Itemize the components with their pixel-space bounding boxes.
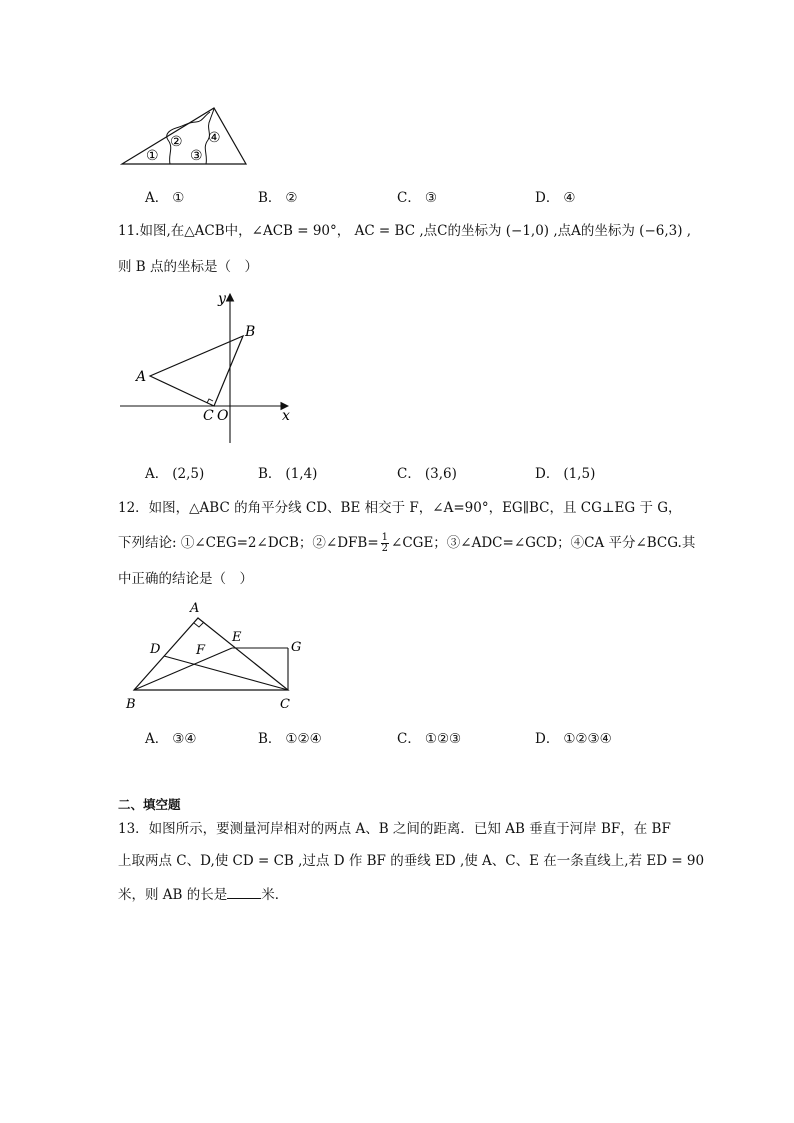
q10-option-d[interactable]: D． ④: [535, 190, 576, 206]
q10-region-2: ②: [170, 134, 183, 150]
q12-label-c: C: [280, 697, 290, 712]
q12-segment-be: [134, 648, 232, 690]
q13-stem-line-3: 米，则 AB 的长是 米．: [118, 884, 288, 905]
q10-region-4: ④: [208, 130, 221, 146]
q12-fraction: $\frac{1}{2}$: [381, 532, 389, 554]
q10-region-1: ①: [146, 148, 159, 164]
q10-triangle: [122, 108, 246, 164]
q10-option-b[interactable]: B． ②: [258, 190, 298, 206]
q12-label-d: D: [150, 642, 161, 657]
q11-label-o: O: [217, 408, 229, 424]
q10-option-c[interactable]: C． ③: [397, 190, 437, 206]
q12-option-d[interactable]: D． ①②③④: [535, 731, 612, 747]
q12-stem-line-1: 12．如图，△ABC 的角平分线 CD、BE 相交于 F，∠A=90°，EG∥BC，且 CG⊥EG 于 G，: [118, 500, 682, 516]
q11-coordinate-figure: [116, 288, 296, 446]
q11-triangle-acb: [150, 336, 243, 406]
q12-geometry-figure: [120, 598, 310, 712]
q12-segment-cd: [164, 656, 288, 690]
q11-label-b: B: [245, 324, 256, 340]
q11-right-angle-mark: [207, 399, 213, 403]
q10-option-a[interactable]: A． ①: [145, 190, 185, 206]
q13-stem-line-2: 上取两点 C、D,使 CD = CB ,过点 D 作 BF 的垂线 ED ,使 A、C、E 在一条直线上,若 ED = 90: [118, 853, 705, 869]
q12-label-e: E: [232, 630, 242, 645]
q13-answer-blank[interactable]: [227, 884, 261, 899]
q12-option-c[interactable]: C． ①②③: [397, 731, 462, 747]
q12-label-f: F: [196, 643, 206, 658]
q12-right-angle-mark: [194, 622, 204, 627]
q12-stem-line-3: 中正确的结论是（ ）: [118, 571, 253, 587]
q11-stem-line-2: 则 B 点的坐标是（ ）: [118, 259, 259, 275]
q12-option-a[interactable]: A． ③④: [145, 731, 197, 747]
q11-option-d[interactable]: D． (1,5): [535, 466, 596, 482]
q12-stem-line-2: 下列结论: ①∠CEG=2∠DCB；②∠DFB= $\frac{1}{2}$ ∠CGE；③∠ADC=∠GCD；④CA 平分∠BCG.其: [118, 532, 696, 554]
q11-stem-line-1: 11.如图,在△ACB中，∠ACB = 90°， AC = BC ,点C的坐标为 (−1,0) ,点A的坐标为 (−6,3) ,: [118, 223, 692, 239]
q10-region-3: ③: [190, 148, 203, 164]
q11-option-a[interactable]: A． (2,5): [145, 466, 205, 482]
q12-label-a: A: [190, 601, 200, 616]
q11-option-c[interactable]: C． (3,6): [397, 466, 457, 482]
q11-option-b[interactable]: B． (1,4): [258, 466, 318, 482]
q11-label-c: C: [203, 408, 214, 424]
q10-triangle-figure: [118, 104, 252, 170]
q11-label-y: y: [218, 291, 226, 307]
q11-label-x: x: [282, 408, 290, 424]
q10-crack-2: [176, 112, 210, 128]
q12-label-b: B: [126, 697, 136, 712]
q12-label-g: G: [291, 640, 302, 655]
q13-stem-line-1: 13．如图所示，要测量河岸相对的两点 A、B 之间的距离．已知 AB 垂直于河岸 BF，在 BF: [118, 821, 671, 837]
section-heading: 二、填空题: [118, 797, 181, 812]
q12-option-b[interactable]: B． ①②④: [258, 731, 322, 747]
q11-label-a: A: [136, 369, 147, 385]
